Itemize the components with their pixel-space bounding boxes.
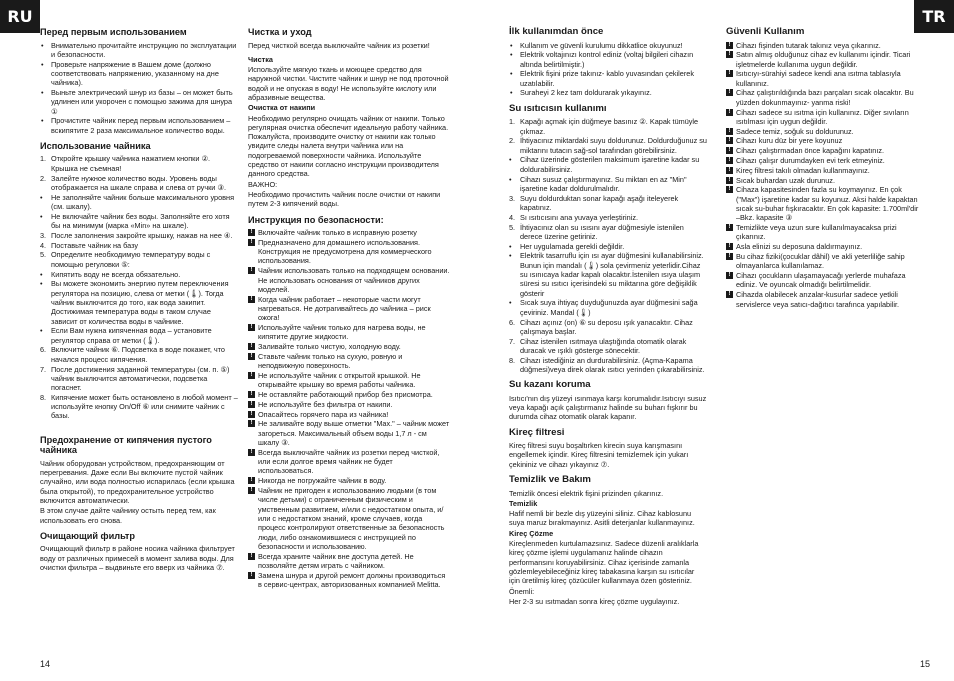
list-item: ! Всегда храните чайник вне доступа детей. Не позволяйте детям играть с чайником. — [248, 552, 450, 571]
list-marker: 5. — [509, 222, 516, 232]
list-marker: 7. — [509, 336, 516, 346]
list-item — [509, 251, 707, 297]
list-item: ! Не используйте чайник с открытой крышкой. Не открывайте крышку во время работы чайника. — [248, 371, 450, 390]
list-item — [40, 270, 238, 279]
list-item — [509, 155, 707, 174]
list-item — [509, 223, 707, 242]
list-item — [509, 318, 707, 337]
list-item: • Kullanım ve güvenli kurulumu dikkatlice okuyunuz! — [509, 41, 707, 50]
list-marker: • — [509, 155, 512, 165]
section-title: Предохранение от кипячения пустого чайника — [40, 434, 212, 456]
list-item: • Suraheyi 2 kez tam doldurarak yıkayınız. — [509, 88, 707, 97]
list-item — [40, 231, 238, 240]
list-item-text: Elektrik tasarruflu için ısı ayar düğmesini kullanabilirsiniz. Bunun için mandalı (🌡) sola çevirmeniz yeterlidir.Cihaz su ısınıcaya kadar kapalı olacaktır.İstenilen ısıya ulaşım süresi su ısıtıcı içerisindeki su miktarına göre değişiklik gösterir — [520, 251, 704, 298]
list-item: ! Bu cihaz fiziki(çocuklar dâhil) ve akli yeterliliğe sahip olmayanlarca kullanılamaz. — [726, 252, 924, 271]
list-marker: • — [40, 192, 43, 202]
important-label: Önemli: — [509, 586, 535, 596]
list-item: • Elektrik voltajınızı kontrol ediniz (voltaj bilgileri cihazın altında belirtilmiştir.) — [509, 50, 707, 69]
bullet-list — [509, 41, 707, 98]
subheading: Temizlik — [509, 498, 538, 508]
list-item-text: Cihaz istenilen ısıtmaya ulaştığında otomatik olarak duracak ve ışıklı gösterge sönecektir. — [520, 336, 687, 355]
list-item: ! Cihazda olabilecek arızalar-kusurlar sadece yetkili servislerce veya satıcı-dağıtıcı tarafınca yapılabilir. — [726, 290, 924, 309]
list-item-text: Sı ısıtıcısını ana yuvaya yerleştiriniz. — [520, 212, 639, 222]
list-item — [509, 117, 707, 136]
list-item: ! Cihazı çalışır durumdayken evi terk etmeyiniz. — [726, 156, 924, 165]
list-marker: 7. — [40, 364, 47, 374]
list-marker: 5. — [40, 250, 47, 260]
list-item: ! Satın almış olduğunuz cihaz ev kullanımı içindir. Ticari işletmelerde kullanıma uygun değildir. — [726, 50, 924, 69]
paragraph: Hafif nemli bir bezle dış yüzeyini siliniz. Cihaz kablosunu suya maruz bırakmayınız. Asitli deterjanlar kullanmayınız. — [509, 509, 695, 528]
paragraph: Isıtıcı'nın dış yüzeyi ısınmaya karşı korumalıdır.Isıtıcıyı susuz veya kapağı açık çalıştırmanız halinde su buharı fışkırır bu durumda cihaz otomatik olarak kapanır. — [509, 393, 707, 422]
list-marker: 3. — [509, 193, 516, 203]
section-title: Использование чайника — [40, 140, 151, 151]
list-item-text: После заполнения закройте крышку, нажав на нее ④. — [51, 230, 233, 240]
list-marker: 6. — [40, 345, 47, 355]
list-item: ! Включайте чайник только в исправную розетку — [248, 228, 450, 237]
warning-list — [248, 228, 450, 589]
list-item: ! Никогда не погружайте чайник в воду. — [248, 476, 450, 485]
list-item: ! Cihazı çalıştırmadan önce kapağını kapatınız. — [726, 146, 924, 155]
list-item — [40, 241, 238, 250]
list-item: ! Используйте чайник только для нагрева воды, не кипятите другие жидкости. — [248, 323, 450, 342]
list-item-text: Залейте нужное количество воды. Уровень воды отображается на шкале справа и слева от ручки ③. — [51, 173, 226, 192]
list-item-text: Поставьте чайник на базу — [51, 240, 138, 250]
list-item: ! Ставьте чайник только на сухую, ровную и неподвижную поверхность. — [248, 352, 450, 371]
list-item-text: Cihazı istediğiniz an durdurabilirsiniz. (Açma-Kapama düğmesi)veya direk olarak ısıtıcı yerinden çıkarabilirsiniz. — [520, 355, 705, 374]
list-item — [40, 326, 238, 345]
list-marker: • — [509, 251, 512, 261]
list-item-text: Кипятить воду не всегда обязательно. — [51, 269, 181, 279]
list-marker: 8. — [40, 392, 47, 402]
list-item: ! Замена шнура и другой ремонт должны производиться в сервис-центрах, авторизованных компанией Melitta. — [248, 571, 450, 590]
list-item — [509, 337, 707, 356]
list-item: ! Опасайтесь горячего пара из чайника! — [248, 410, 450, 419]
list-marker: 4. — [509, 212, 516, 222]
list-item-text: Включите чайник ⑥. Подсветка в воде покажет, что начался процесс кипячения. — [51, 345, 225, 364]
list-item: ! Когда чайник работает – некоторые части могут нагреваться. Не дотрагивайтесь до чайника – риск ожога! — [248, 295, 450, 323]
list-marker: 2. — [40, 173, 47, 183]
section-title: Su ısıtıcısın kullanımı — [509, 102, 607, 114]
list-item: ! Не используйте без фильтра от накипи. — [248, 400, 450, 409]
list-item: • Выньте электрический шнур из базы – он может быть удлинен или укорочен с помощью зажима для шнура ① — [40, 88, 238, 116]
list-marker: • — [509, 241, 512, 251]
paragraph: В этом случае дайте чайнику остыть перед тем, как использовать его снова. — [40, 506, 216, 525]
list-item — [40, 193, 238, 212]
numbered-list — [40, 154, 238, 420]
list-item-text: İhtiyacınız miktardaki suyu doldurunuz. Doldurduğunuz su miktarını tutacın sağ-sol tarafından görebilirsiniz. — [520, 136, 707, 155]
subheading: Kireç Çözme — [509, 528, 554, 538]
section-title: Temizlik ve Bakım — [509, 474, 591, 486]
list-marker: 3. — [40, 230, 47, 240]
list-item-text: После достижения заданной температуры (см. п. ⑤) чайник выключится автоматически, подсветка погаснет. — [51, 364, 230, 393]
list-marker: • — [509, 174, 512, 184]
list-item: ! Cihazı çocukların ulaşamayacağı yerlerde muhafaza ediniz. Ve oyuncak olmadığı belirtilmelidir. — [726, 271, 924, 290]
list-item: ! Sıcak buhardan uzak durunuz. — [726, 176, 924, 185]
page-number-right: 15 — [919, 659, 930, 669]
list-item — [509, 356, 707, 375]
list-item: ! Предназначено для домашнего использования. Конструкция не предусмотрена для коммерческого использования. — [248, 238, 450, 266]
paragraph: Temizlik öncesi elektrik fişini prizinden çıkarınız. — [509, 488, 664, 498]
list-item: ! Sadece temiz, soğuk su doldurunuz. — [726, 127, 924, 136]
list-item-text: Cihazı açınız (on) ⑥ su deposu ışık yanacaktır. Cihaz çalışmaya başlar. — [520, 317, 693, 336]
list-item-text: Вы можете экономить энергию путем переключения регулятора на позицию, слева от метки (🌡). Тогда чайник выключится до того, как вода закипит. Достижимая температура воды в таком случае зависит от количества воды в чайнике. — [51, 279, 229, 326]
list-item — [509, 213, 707, 222]
list-item: • Внимательно прочитайте инструкцию по эксплуатации и безопасности. — [40, 41, 238, 60]
list-item — [40, 365, 238, 393]
section-title: Su kazanı koruma — [509, 379, 591, 391]
list-item: • Elektrik fişini prize takınız- kablo yuvasından çekilerek uzatılabilir. — [509, 69, 707, 88]
list-item: ! Cihaza kapasitesinden fazla su koymayınız. En çok ("Max") işaretine kadar su koyunuz. Aksi halde kapaktan sıcak su-buhar fışkıracaktır. En çok kapasite: 1.700ml'dir –Bkz. kapasite ③ — [726, 185, 924, 222]
list-item-text: Cihaz üzerinde gösterilen maksimum işaretine kadar su doldurabilirsiniz. — [520, 155, 700, 174]
list-item — [509, 298, 707, 317]
column-ru-1 — [40, 27, 238, 578]
section-title: Kireç filtresi — [509, 426, 565, 438]
list-marker: • — [40, 269, 43, 279]
important-label: ВАЖНО: — [248, 179, 278, 189]
paragraph: Очищающий фильтр в районе носика чайника фильтрует воду от различных примесей в момент залива воды. Для очистки фильтра – выдвиньте его вверх из чайника ⑦. — [40, 544, 235, 572]
list-marker: • — [40, 279, 43, 289]
section-title: Очищающий фильтр — [40, 530, 136, 541]
section-title: Güvenli Kullanım — [726, 26, 805, 37]
list-marker: • — [509, 298, 512, 308]
list-item — [509, 242, 707, 251]
page-number-left: 14 — [40, 659, 51, 669]
section-title: Перед первым использованием — [40, 27, 187, 37]
list-marker: 1. — [509, 117, 516, 127]
subheading: Очистка от накипи — [248, 103, 316, 113]
list-marker: 2. — [509, 136, 516, 146]
list-item: ! Isıtıcıyı-sürahiyi sadece kendi ana ısıtma tablasıyla kullanınız. — [726, 69, 924, 88]
column-tr-1 — [509, 27, 707, 612]
list-item: ! Не заливайте воду выше отметки "Max." – чайник может загореться. Максимальный объем воды 1,7 л - см шкалу ③. — [248, 419, 450, 447]
warning-list — [726, 41, 924, 309]
list-marker: 1. — [40, 154, 47, 164]
list-item: ! Чайник не пригоден к использованию людьми (в том числе детьми) с ограниченным физическим и умственным развитием, и/или с недостатком опыта, и/или с недостатком знаний, кроме случаев, когда процесс контролируют ответственные за безопасность люди, либо ознакомившиеся с инструкцией по безопасности и использованию. — [248, 486, 450, 551]
list-item: ! Kireç filtresi takılı olmadan kullanmayınız. — [726, 166, 924, 175]
list-item: ! Чайник использовать только на подходящем основании. Не использовать основания от чайников других моделей. — [248, 266, 450, 294]
list-item — [40, 212, 238, 231]
list-item-text: Определите необходимую температуру воды с помощью регуловки ⑤: — [51, 250, 211, 269]
list-item: ! Cihaz çalıştırıldığında bazı parçaları sıcak olacaktır. Bu yüzden dokunmayınız- yanma riski! — [726, 88, 924, 107]
list-item — [40, 279, 238, 325]
paragraph: Используйте мягкую ткань и моющее средство для наружной чистки. Чистите чайник и шнур не под проточной водой и не опуская в воду! Не используйте кислоту или абразивные вещества. — [248, 65, 449, 102]
list-item-text: Не заполняйте чайник больше максимального уровня (см. шкалу). — [51, 192, 235, 211]
column-tr-2 — [726, 27, 924, 315]
column-ru-2 — [248, 27, 450, 595]
section-title: Чистка и уход — [248, 27, 312, 37]
list-item — [40, 154, 238, 173]
section-title: İlk kullanımdan önce — [509, 26, 604, 37]
list-item-text: Cihazı susuz çalıştırmayınız. Su miktarı en az "Min" işaretine kadar doldurulmalıdır. — [520, 174, 687, 193]
list-item-text: Sıcak suya ihtiyaç duyduğunuzda ayar düğmesini sağa çeviriniz. Mandal (🌡) — [520, 298, 698, 317]
list-item: ! Asla elinizi su deposuna daldırmayınız. — [726, 242, 924, 251]
paragraph: Необходимо прочистить чайник после очистки от накипи путем 2-3 кипячений воды. — [248, 189, 441, 209]
subheading: Чистка — [248, 54, 273, 64]
list-item-text: Кипячение может быть остановлено в любой момент – используйте кнопку On/Off ⑥ или снимите чайник с базы. — [51, 392, 238, 421]
list-item — [40, 345, 238, 364]
list-item-text: Kapağı açmak için düğmeye basınız ②. Kapak tümüyle çıkmaz. — [520, 117, 699, 136]
list-item: ! Cihazı kuru düz bir yere koyunuz — [726, 136, 924, 145]
numbered-list — [509, 117, 707, 374]
paragraph: Her 2-3 su ısıtmadan sonra kireç çözme uygulayınız. — [509, 596, 680, 606]
bullet-list — [40, 41, 238, 135]
list-item: ! Всегда выключайте чайник из розетки перед чисткой, или если долгое время чайник не будет использоваться. — [248, 448, 450, 476]
list-item: ! Cihazı sadece su ısıtma için kullanınız. Diğer sıvıların ısıtılması için uygun değildir. — [726, 108, 924, 127]
list-marker: 6. — [509, 317, 516, 327]
list-item — [40, 250, 238, 269]
list-marker: • — [40, 326, 43, 336]
paragraph: Чайник оборудован устройством, предохраняющим от перегревания. Даже если Вы включите пустой чайник случайно, или вода полностью испарилась (если крышка была открытой), то предохранительное устройство включится автоматически. — [40, 458, 235, 505]
list-item-text: Если Вам нужна кипяченная вода – установите регулятор справа от метки (🌡). — [51, 326, 212, 345]
list-item-text: Suyu doldurduktan sonar kapağı aşağı iteleyerek kapatınız. — [520, 193, 679, 212]
language-tab-tr: TR — [914, 0, 954, 33]
list-item — [509, 136, 707, 155]
section-title: Инструкция по безопасности: — [248, 214, 384, 225]
language-tab-ru: RU — [0, 0, 40, 33]
paragraph: Kireçlenmeden kurtulamazsınız. Sadece düzenli aralıklarla kireç çözme işlemi uygulamanız halinde cihazın performansını koruyabilirsiniz. Cihaz içerisinde zamanla gözlemleyebileceğiniz kireç tabakasına karşın su ısıtıcılar için üretilmiş kireç çözücüler kullanmaya özen gösteriniz. — [509, 539, 699, 586]
list-item: ! Cihazı fişinden tutarak takınız veya çıkarınız. — [726, 41, 924, 50]
list-item: • Прочистите чайник перед первым использованием – вскипятите 2 раза максимальное количество воды. — [40, 116, 238, 135]
list-item-text: Her uygulamada gerekli değildir. — [520, 241, 625, 251]
paragraph: Необходимо регулярно очищать чайник от накипи. Только регулярная очистка обеспечит идеальную работу чайника. Пожалуйста, производите очистку от накипи как только увидите следы налета внутри чайника или на подогреваемой поверхности чайника. Используйте средство от накипи согласно инструкции производителя данного средства. — [248, 113, 449, 179]
list-item — [40, 174, 238, 193]
list-item-text: İhtiyacınız olan su ısısını ayar düğmesiyle istenilen derece üzerine getiriniz. — [520, 222, 684, 241]
list-item: ! Не оставляйте работающий прибор без присмотра. — [248, 390, 450, 399]
list-item — [509, 194, 707, 213]
list-item — [509, 175, 707, 194]
list-item: • Проверьте напряжение в Вашем доме (должно соответствовать напряжению, указанному на дне чайника). — [40, 60, 238, 88]
paragraph: Kireç filtresi suyu boşaltırken kirecin suya karışmasını engellemek içindir. Kireç filtresini temizlemek için yukarı çekininiz ve cihazı yıkayınız ⑦. — [509, 441, 689, 469]
list-item-text: Не включайте чайник без воды. Заполняйте его хотя бы на минимум (марка «Min» на шкале). — [51, 211, 230, 231]
list-item — [40, 393, 238, 421]
list-item: ! Temizlikte veya uzun sure kullanılmayacaksa prizi çıkarınız. — [726, 223, 924, 242]
list-item: ! Заливайте только чистую, холодную воду. — [248, 342, 450, 351]
paragraph: Перед чисткой всегда выключайте чайник из розетки! — [248, 40, 430, 50]
list-item-text: Откройте крышку чайника нажатием кнопки ②. Крышка не съемная! — [51, 154, 211, 173]
list-marker: 4. — [40, 240, 47, 250]
list-marker: 8. — [509, 355, 516, 365]
list-marker: • — [40, 211, 43, 221]
